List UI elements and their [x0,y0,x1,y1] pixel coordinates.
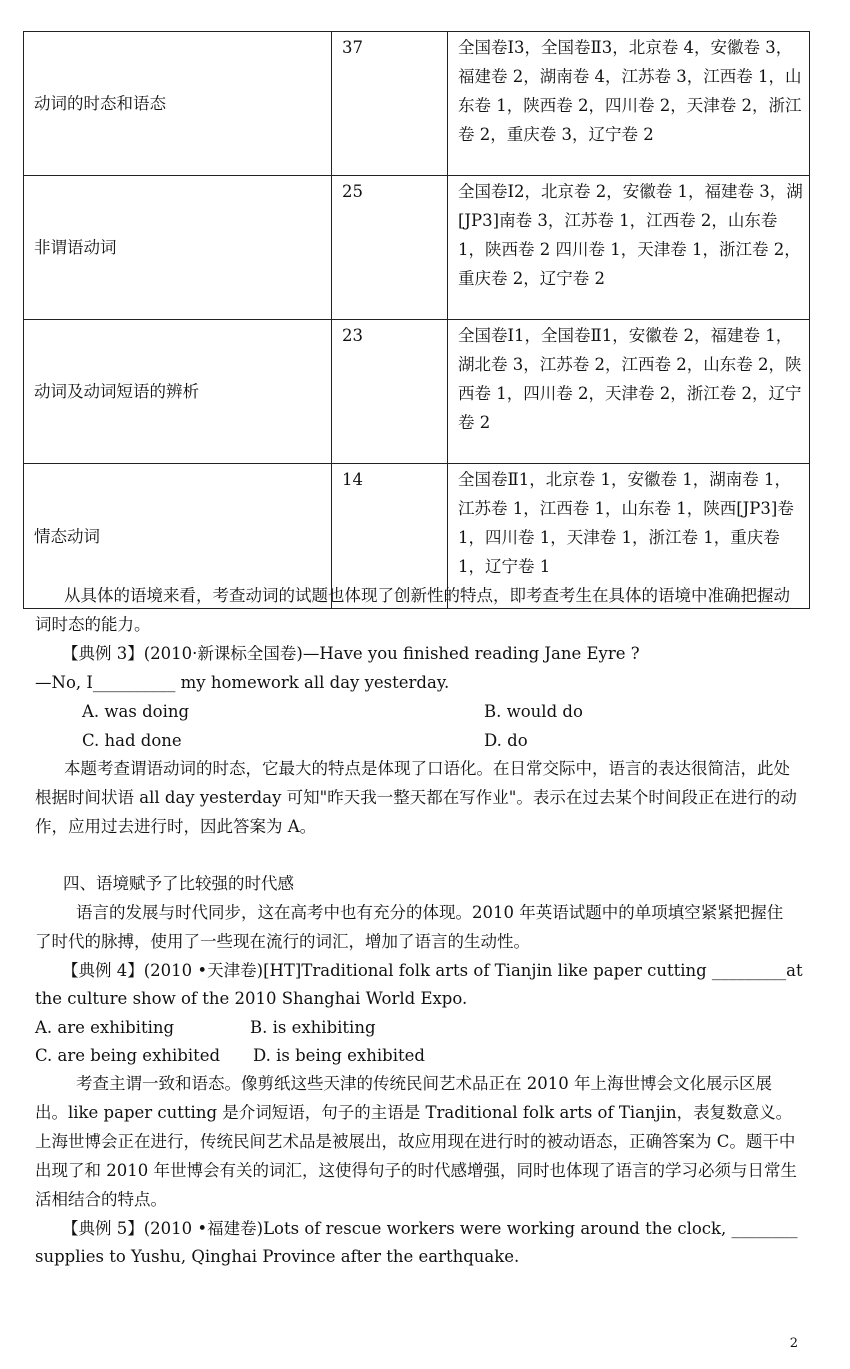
example-4-question-cont: the culture show of the 2010 Shanghai World Expo. [35,989,468,1008]
count-cell: 14 [332,464,448,609]
topic-cell: 动词的时态和语态 [24,32,332,176]
example-4-option-d: D. is being exhibited [253,1046,425,1065]
example-4-option-c: C. are being exhibited [35,1046,221,1065]
example-5-question-cont: supplies to Yushu, Qinghai Province after the earthquake. [35,1247,520,1266]
section-4-heading: 四、语境赋予了比较强的时代感 [63,874,294,893]
count-cell: 23 [332,320,448,464]
example-4-option-a: A. are exhibiting [35,1018,175,1037]
paragraph-context-innovation: 从具体的语境来看，考查动词的试题也体现了创新性的特点，即考查考生在具体的语境中准确把握动词时态的能力。 [35,586,790,634]
example-3-explanation: 本题考查谓语动词的时态，它最大的特点是体现了口语化。在日常交际中，语言的表达很简洁，此处根据时间状语 all day yesterday 可知"昨天我一整天都在写作业"。表示在过去某个时间段正在进行的动作，应用过去进行时，因此答案为 A。 [35,759,797,836]
exam-statistics-table [23,31,810,609]
example-3-question: 【典例 3】(2010·新课标全国卷)—Have you finished reading Jane Eyre ? [62,644,640,663]
example-3-answer-line: —No, I__________ my homework all day yesterday. [35,673,450,692]
distribution-cell: 全国卷Ⅱ1，北京卷 1，安徽卷 1，湖南卷 1，江苏卷 1，江西卷 1，山东卷 1，陕西[JP3]卷 1，四川卷 1，天津卷 1，浙江卷 1，重庆卷 1，辽宁卷 1 [448,464,810,609]
example-4-option-b: B. is exhibiting [250,1018,376,1037]
example-5-question: 【典例 5】(2010 •福建卷)Lots of rescue workers were working around the clock, ________ [62,1219,798,1238]
example-3-option-b: B. would do [484,702,583,721]
page-number: 2 [789,1336,798,1351]
topic-cell: 非谓语动词 [24,176,332,320]
distribution-cell: 全国卷Ⅰ3，全国卷Ⅱ3，北京卷 4，安徽卷 3，福建卷 2，湖南卷 4，江苏卷 3，江西卷 1，山东卷 1，陕西卷 2，四川卷 2，天津卷 2，浙江卷 2，重庆卷 3，辽宁卷 2 [448,32,810,176]
section-4-intro: 语言的发展与时代同步，这在高考中也有充分的体现。2010 年英语试题中的单项填空紧紧把握住了时代的脉搏，使用了一些现在流行的词汇，增加了语言的生动性。 [35,903,784,951]
topic-cell: 动词及动词短语的辨析 [24,320,332,464]
topic-cell: 情态动词 [24,464,332,609]
example-3-option-c: C. had done [82,731,182,750]
count-cell: 25 [332,176,448,320]
table-row [24,32,810,176]
example-3-option-d: D. do [484,731,528,750]
count-cell: 37 [332,32,448,176]
example-3-option-a: A. was doing [82,702,190,721]
example-4-explanation: 考查主谓一致和语态。像剪纸这些天津的传统民间艺术品正在 2010 年上海世博会文化展示区展出。like paper cutting 是介词短语，句子的主语是 Traditional folk arts of Tianjin，表复数意义。上海世博会正在进行，传统民间艺术品是被展出，故应用现在进行时的被动语态，正确答案为 C。题干中出现了和 2010 年世博会有关的词汇，这使得句子的时代感增强，同时也体现了语言的学习必须与日常生活相结合的特点。 [35,1074,797,1209]
distribution-cell: 全国卷Ⅰ2，北京卷 2，安徽卷 1，福建卷 3，湖[JP3]南卷 3，江苏卷 1，江西卷 2，山东卷 1，陕西卷 2 四川卷 1，天津卷 1，浙江卷 2，重庆卷 2，辽宁卷 2 [448,176,810,320]
table-row [24,176,810,320]
example-4-question: 【典例 4】(2010 •天津卷)[HT]Traditional folk arts of Tianjin like paper cutting _________at [62,961,803,980]
table-row [24,320,810,464]
distribution-cell: 全国卷Ⅰ1，全国卷Ⅱ1，安徽卷 2，福建卷 1，湖北卷 3，江苏卷 2，江西卷 2，山东卷 2，陕西卷 1，四川卷 2，天津卷 2，浙江卷 2，辽宁卷 2 [448,320,810,464]
